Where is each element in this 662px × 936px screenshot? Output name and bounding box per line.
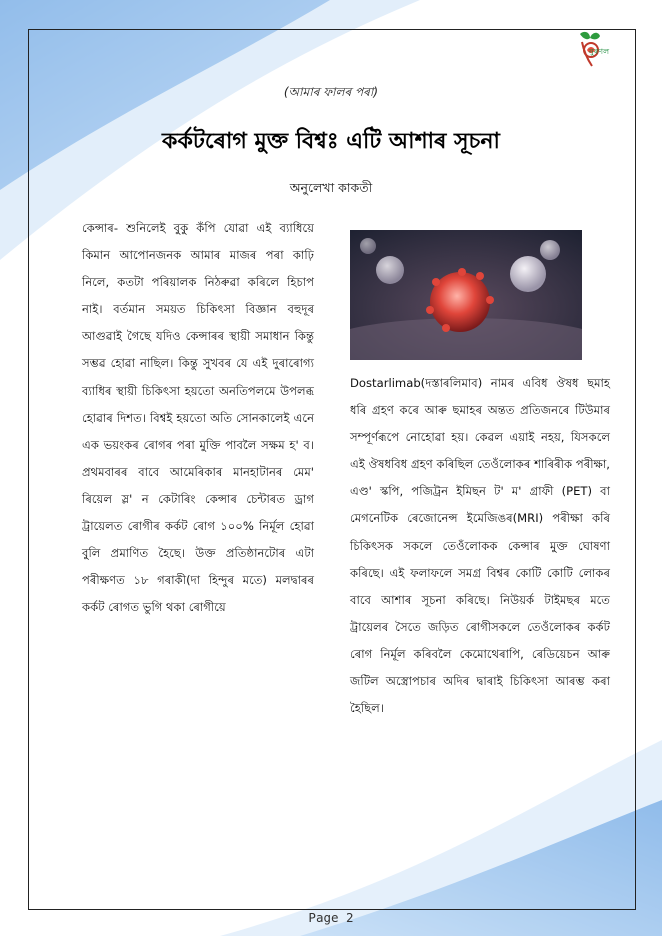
article-column-left: কেন্সাৰ- শুনিলেই বুকু কঁপি যোৱা এই ব্যাধিয়ে কিমান আপোনজনক আমাৰ মাজৰ পৰা কাঢ়ি নিলে, কতটা পৰিয়ালক নিঠৰুৱা কৰিলে হিচাপ নাই। বৰ্তমান সময়ত চিকিৎসা বিজ্ঞান বহুদূৰ আগুৱাই গৈছে যদিও কেন্সাৰৰ স্থায়ী সমাধান কিন্তু সম্ভৱ হোৱা নাছিল। কিন্তু সুখবৰ যে এই দুৰাৰোগ্য ব্যাধিৰ স্থায়ী চিকিৎসা হয়তো অনতিপলমে উপলব্ধ হোৱাৰ দিশত। বিশ্বই হয়তো অতি সোনকালেই এনে এক ভয়ংকৰ ৰোগৰ পৰা মুক্তি পাবলৈ সক্ষম হ' ব। প্ৰথমবাৰৰ বাবে আমেৰিকাৰ মানহাটানৰ মেম' ৰিয়েল স্ল' ন কেটাৰিং কেন্সাৰ চেন্টাৰত ড্ৰাগ ট্ৰায়েলত ৰোগীৰ কৰ্কট ৰোগ ১০০% নিৰ্মূল হোৱা বুলি প্ৰমাণিত হৈছে। উক্ত প্ৰতিষ্ঠানটোৰ এটা পৰীক্ষণত ১৮ গৰাকী(দা হিন্দুৰ মতে) মলদ্বাৰৰ কৰ্কট ৰোগত ভুগি থকা ৰোগীয়ে (82, 221, 314, 615)
page-number: Page 2 (308, 910, 354, 925)
article-column-right: Dostarlimab(দস্তাৰলিমাব) নামৰ এবিধ ঔষধ ছমাহ ধৰি গ্ৰহণ কৰে আৰু ছমাহৰ অন্তত প্ৰতিজনৰে টিউমাৰ সম্পূৰ্ণৰূপে নোহোৱা হয়। কেৱল এয়াই নহয়, যিসকলে এই ঔষধবিধ গ্ৰহণ কৰিছিল তেওঁলোকৰ শাৰিৰীক পৰীক্ষা, এণ্ড' স্কপি, পজিট্ৰন ইমিছন ট' ম' গ্ৰাফী (PET) বা মেগনেটিক ৰেজোনেন্স ইমেজিঙৰ(MRI) পৰীক্ষা কৰি চিকিৎসক সকলে তেওঁলোকক কেন্সাৰ মুক্ত ঘোষণা কৰিছে। এই ফলাফলে সমগ্ৰ বিশ্বৰ কোটি কোটি লোকৰ বাবে আশাৰ সূচনা কৰিছে। নিউয়ৰ্ক টাইমছৰ মতে ট্ৰায়েলৰ সৈতে জড়িত ৰোগীসকলে তেওঁলোকৰ কৰ্কট ৰোগ নিৰ্মূল কৰিবলৈ কেমোথেৰাপি, ৰেডিয়েচন আৰু জটিল অস্ত্ৰোপচাৰ অদিৰ দ্বাৰাই চিকিৎসা আৰম্ভ কৰা হৈছিল। (350, 376, 610, 716)
article-title: কৰ্কটৰোগ মুক্ত বিশ্বঃ এটি আশাৰ সূচনা (162, 129, 500, 154)
author-name: অনুলেখা কাকতী (289, 180, 373, 195)
cancer-cell-image (350, 230, 582, 360)
logo-text: নুৰণল (589, 47, 610, 56)
series-label: (আমাৰ ফালৰ পৰা) (283, 85, 379, 99)
